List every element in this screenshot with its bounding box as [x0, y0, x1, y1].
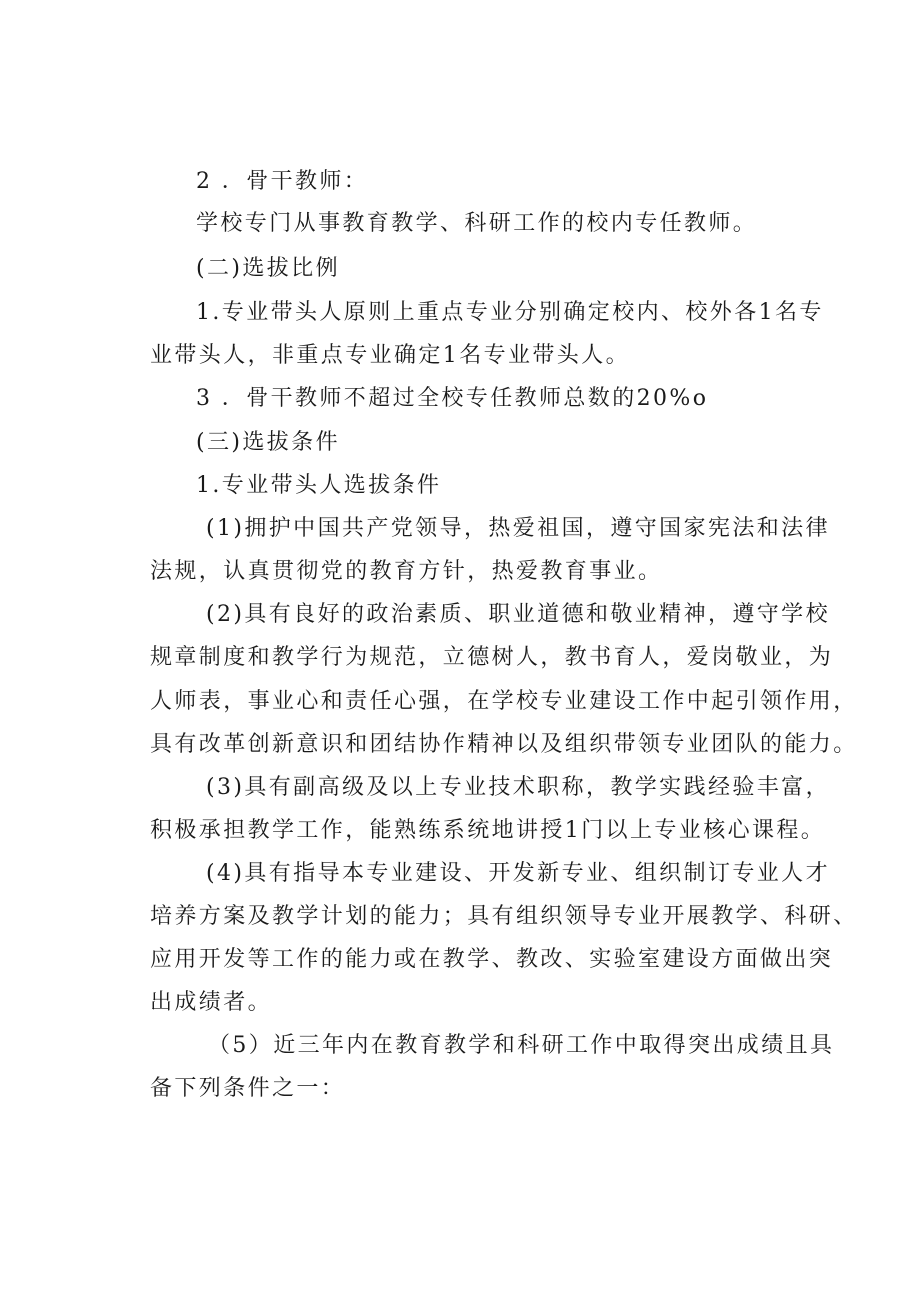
condition-5-line-2: 备下列条件之一： — [150, 1076, 346, 1101]
ratio-item-3: 3 ．骨干教师不超过全校专任教师总数的20%o — [196, 386, 709, 411]
condition-4-line-3: 应用开发等工作的能力或在教学、教改、实验室建设方面做出突 — [150, 947, 834, 972]
section-heading-selection-conditions: (三)选拔条件 — [196, 430, 340, 455]
condition-2-line-2: 规章制度和教学行为规范，立德树人，教书育人，爱岗敬业，为 — [150, 645, 834, 670]
condition-4-line-2: 培养方案及教学计划的能力；具有组织领导专业开展教学、科研、 — [150, 904, 858, 929]
ratio-item-1-line-2: 业带头人，非重点专业确定1名专业带头人。 — [150, 343, 630, 368]
condition-2-line-3: 人师表，事业心和责任心强，在学校专业建设工作中起引领作用， — [150, 689, 858, 714]
condition-4-line-4: 出成绩者。 — [150, 990, 273, 1015]
condition-4-line-1: (4)具有指导本专业建设、开发新专业、组织制订专业人才 — [206, 861, 830, 886]
condition-5-line-1: （5）近三年内在教育教学和科研工作中取得突出成绩且具 — [208, 1033, 835, 1058]
condition-1-line-1: (1)拥护中国共产党领导，热爱祖国，遵守国家宪法和法律 — [206, 516, 830, 541]
condition-2-line-4: 具有改革创新意识和团结协作精神以及组织带领专业团队的能力。 — [150, 732, 858, 757]
conditions-subheading-1: 1.专业带头人选拔条件 — [196, 473, 442, 498]
condition-1-line-2: 法规，认真贯彻党的教育方针，热爱教育事业。 — [150, 559, 663, 584]
backbone-teacher-definition: 学校专门从事教育教学、科研工作的校内专任教师。 — [196, 211, 758, 236]
section-heading-selection-ratio: (二)选拔比例 — [196, 256, 340, 281]
condition-2-line-1: (2)具有良好的政治素质、职业道德和敬业精神，遵守学校 — [206, 602, 830, 627]
ratio-item-1-line-1: 1.专业带头人原则上重点专业分别确定校内、校外各1名专 — [196, 300, 824, 325]
condition-3-line-2: 积极承担教学工作，能熟练系统地讲授1门以上专业核心课程。 — [150, 818, 826, 843]
item-backbone-teacher-heading: 2 ．骨干教师： — [196, 169, 369, 194]
condition-3-line-1: (3)具有副高级及以上专业技术职称，教学实践经验丰富， — [206, 775, 830, 800]
